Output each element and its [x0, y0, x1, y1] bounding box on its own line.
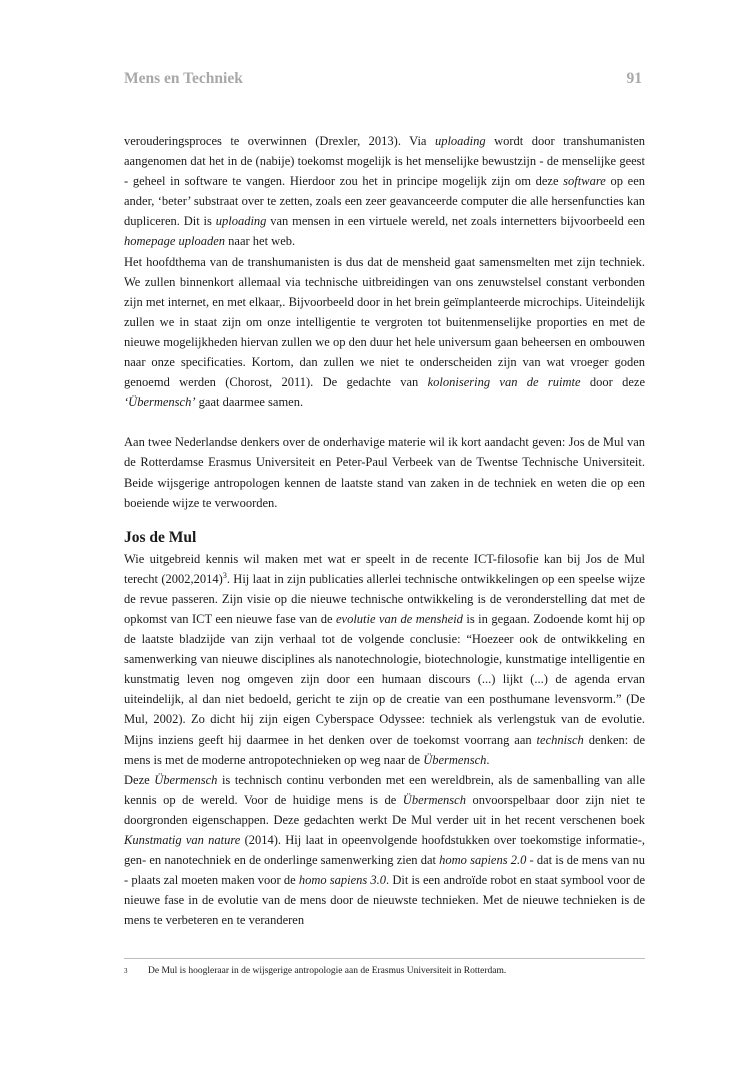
emphasis: Übermensch	[154, 772, 218, 787]
footnote-number: 3	[124, 967, 128, 975]
emphasis: ‘Übermensch’	[124, 395, 196, 410]
emphasis: evolutie van de mensheid	[335, 611, 463, 626]
emphasis: uploading	[434, 134, 486, 148]
paragraph-dutch-thinkers: Aan twee Nederlandse denkers over de onderhavige materie wil ik kort aandacht geven: Jos de Mul van de Rotterdamse Erasmus Universiteit en Peter-Paul Verbeek van de Twentse Technische Universiteit. Beide wijsgerige antropologen kennen de laatste stand van zaken in de techniek en weten die op een boeiende wijze te verwoorden.	[124, 435, 645, 510]
main-text	[124, 131, 645, 930]
paragraph-spacer	[124, 412, 645, 432]
footnote-reference[interactable]: 3	[222, 570, 227, 580]
emphasis: Übermensch	[423, 752, 487, 767]
emphasis: homepage uploaden	[124, 234, 226, 249]
running-header	[124, 70, 642, 88]
emphasis: technisch	[536, 732, 584, 747]
footnote	[124, 965, 645, 978]
paragraph-de-mul: Wie uitgebreid kennis wil maken met wat er speelt in de recente ICT-filosofie kan bij Jos de Mul terecht $(2002,2014)^3$. Hij laat in zijn publicaties allerlei technische ontwikkelingen op een speelse wijze de revue passeren. Zijn visie op die nieuwe technische ontwikkeling is de veronderstelling dat met de opkomst van ICT een nieuwe fase van de evolutie van de mensheid is in gegaan. Zodoende komt hij op de laatste bladzijde van zijn verhaal tot de volgende conclusie: “Hoezeer ook de ontwikkeling en samenwerking van nieuwe disciplines als nanotechnologie, biotechnologie, kunstmatige intelligentie en kunstmatig leven nog omgeven zijn door een humaan discours (...) lijkt (...) de agenda ervan uiteindelijk, al dan niet bedoeld, gericht te zijn op de creatie van een posthumane levensvorm.” (De Mul, 2002). Zo dicht hij zijn eigen Cyberspace Odyssee: techniek als verlengstuk van de evolutie. Mijns inziens geeft hij daarmee in het denken over de toekomst voorrang aan technisch denken: de mens is met de moderne antropotechnieken op weg naar de Übermensch.	[124, 551, 645, 767]
footnote-text: De Mul is hoogleraar in de wijsgerige antropologie aan de Erasmus Universiteit in Rotterdam.	[148, 966, 507, 976]
emphasis: Übermensch	[402, 792, 466, 807]
emphasis: software	[563, 174, 606, 189]
section-heading: Jos de Mul	[124, 528, 197, 546]
running-title: Mens en Techniek	[124, 70, 243, 87]
page-number: 91	[626, 70, 642, 87]
footnote-divider	[124, 958, 645, 959]
emphasis: kolonisering van de ruimte	[427, 375, 581, 390]
paragraph-transhumanism-theme: Het hoofdthema van de transhumanisten is dus dat de mensheid gaat samensmelten met zijn techniek. We zullen binnenkort allemaal via technische uitbreidingen van ons zenuwstelsel constant verbonden zijn met internet, en met elkaar,. Bijvoorbeeld door in het brein geïmplanteerde microchips. Uiteindelijk zullen we in staat zijn om onze intelligentie te vergroten tot buitenmenselijke proporties en met de nieuwe mogelijkheden hiervan zullen we op den duur het hele universum gaan beheersen en ombouwen naar onze specificaties. Kortom, dan zullen we niet te onderscheiden zijn van wat vroeger goden genoemd werden (Chorost, 2011). De gedachte van kolonisering van de ruimte door deze ‘Übermensch’ gaat daarmee samen.	[124, 254, 645, 410]
emphasis: homo sapiens 3.0	[298, 873, 387, 888]
emphasis: uploading	[215, 214, 267, 229]
emphasis: homo sapiens 2.0	[439, 853, 527, 868]
paragraph-ubermensch: Deze Übermensch is technisch continu verbonden met een wereldbrein, als de samenballing van alle kennis op de wereld. Voor de huidige mens is de Übermensch onvoorspelbaar door zijn niet te doorgronden eigenschappen. Deze gedachten werkt De Mul verder uit in het recent verschenen boek Kunstmatig van nature (2014). Hij laat in opeenvolgende hoofdstukken over toekomstige informatie-, gen- en nanotechniek en de onderlinge samenwerking zien dat homo sapiens 2.0 - dat is de mens van nu - plaats zal moeten maken voor de homo sapiens 3.0. Dit is een androïde robot en staat symbool voor de nieuwe fase in de evolutie van de mens door de nieuwste technieken. Met de nieuwe technieken is de mens te verbeteren en te veranderen	[124, 772, 646, 928]
paragraph-uploading: verouderingsproces te overwinnen (Drexler, 2013). Via uploading wordt door transhumanisten aangenomen dat het in de (nabije) toekomst mogelijk is het menselijke bewustzijn - de menselijke geest - geheel in software te vangen. Hierdoor zou het in principe mogelijk zijn om deze software op een ander, ‘beter’ substraat over te zetten, zoals een zeer geavanceerde computer die alle hersenfuncties kan dupliceren. Dit is uploading van mensen in een virtuele wereld, net zoals internetters bijvoorbeeld een homepage uploaden naar het web.	[124, 134, 645, 249]
emphasis: Kunstmatig van nature	[124, 833, 241, 847]
